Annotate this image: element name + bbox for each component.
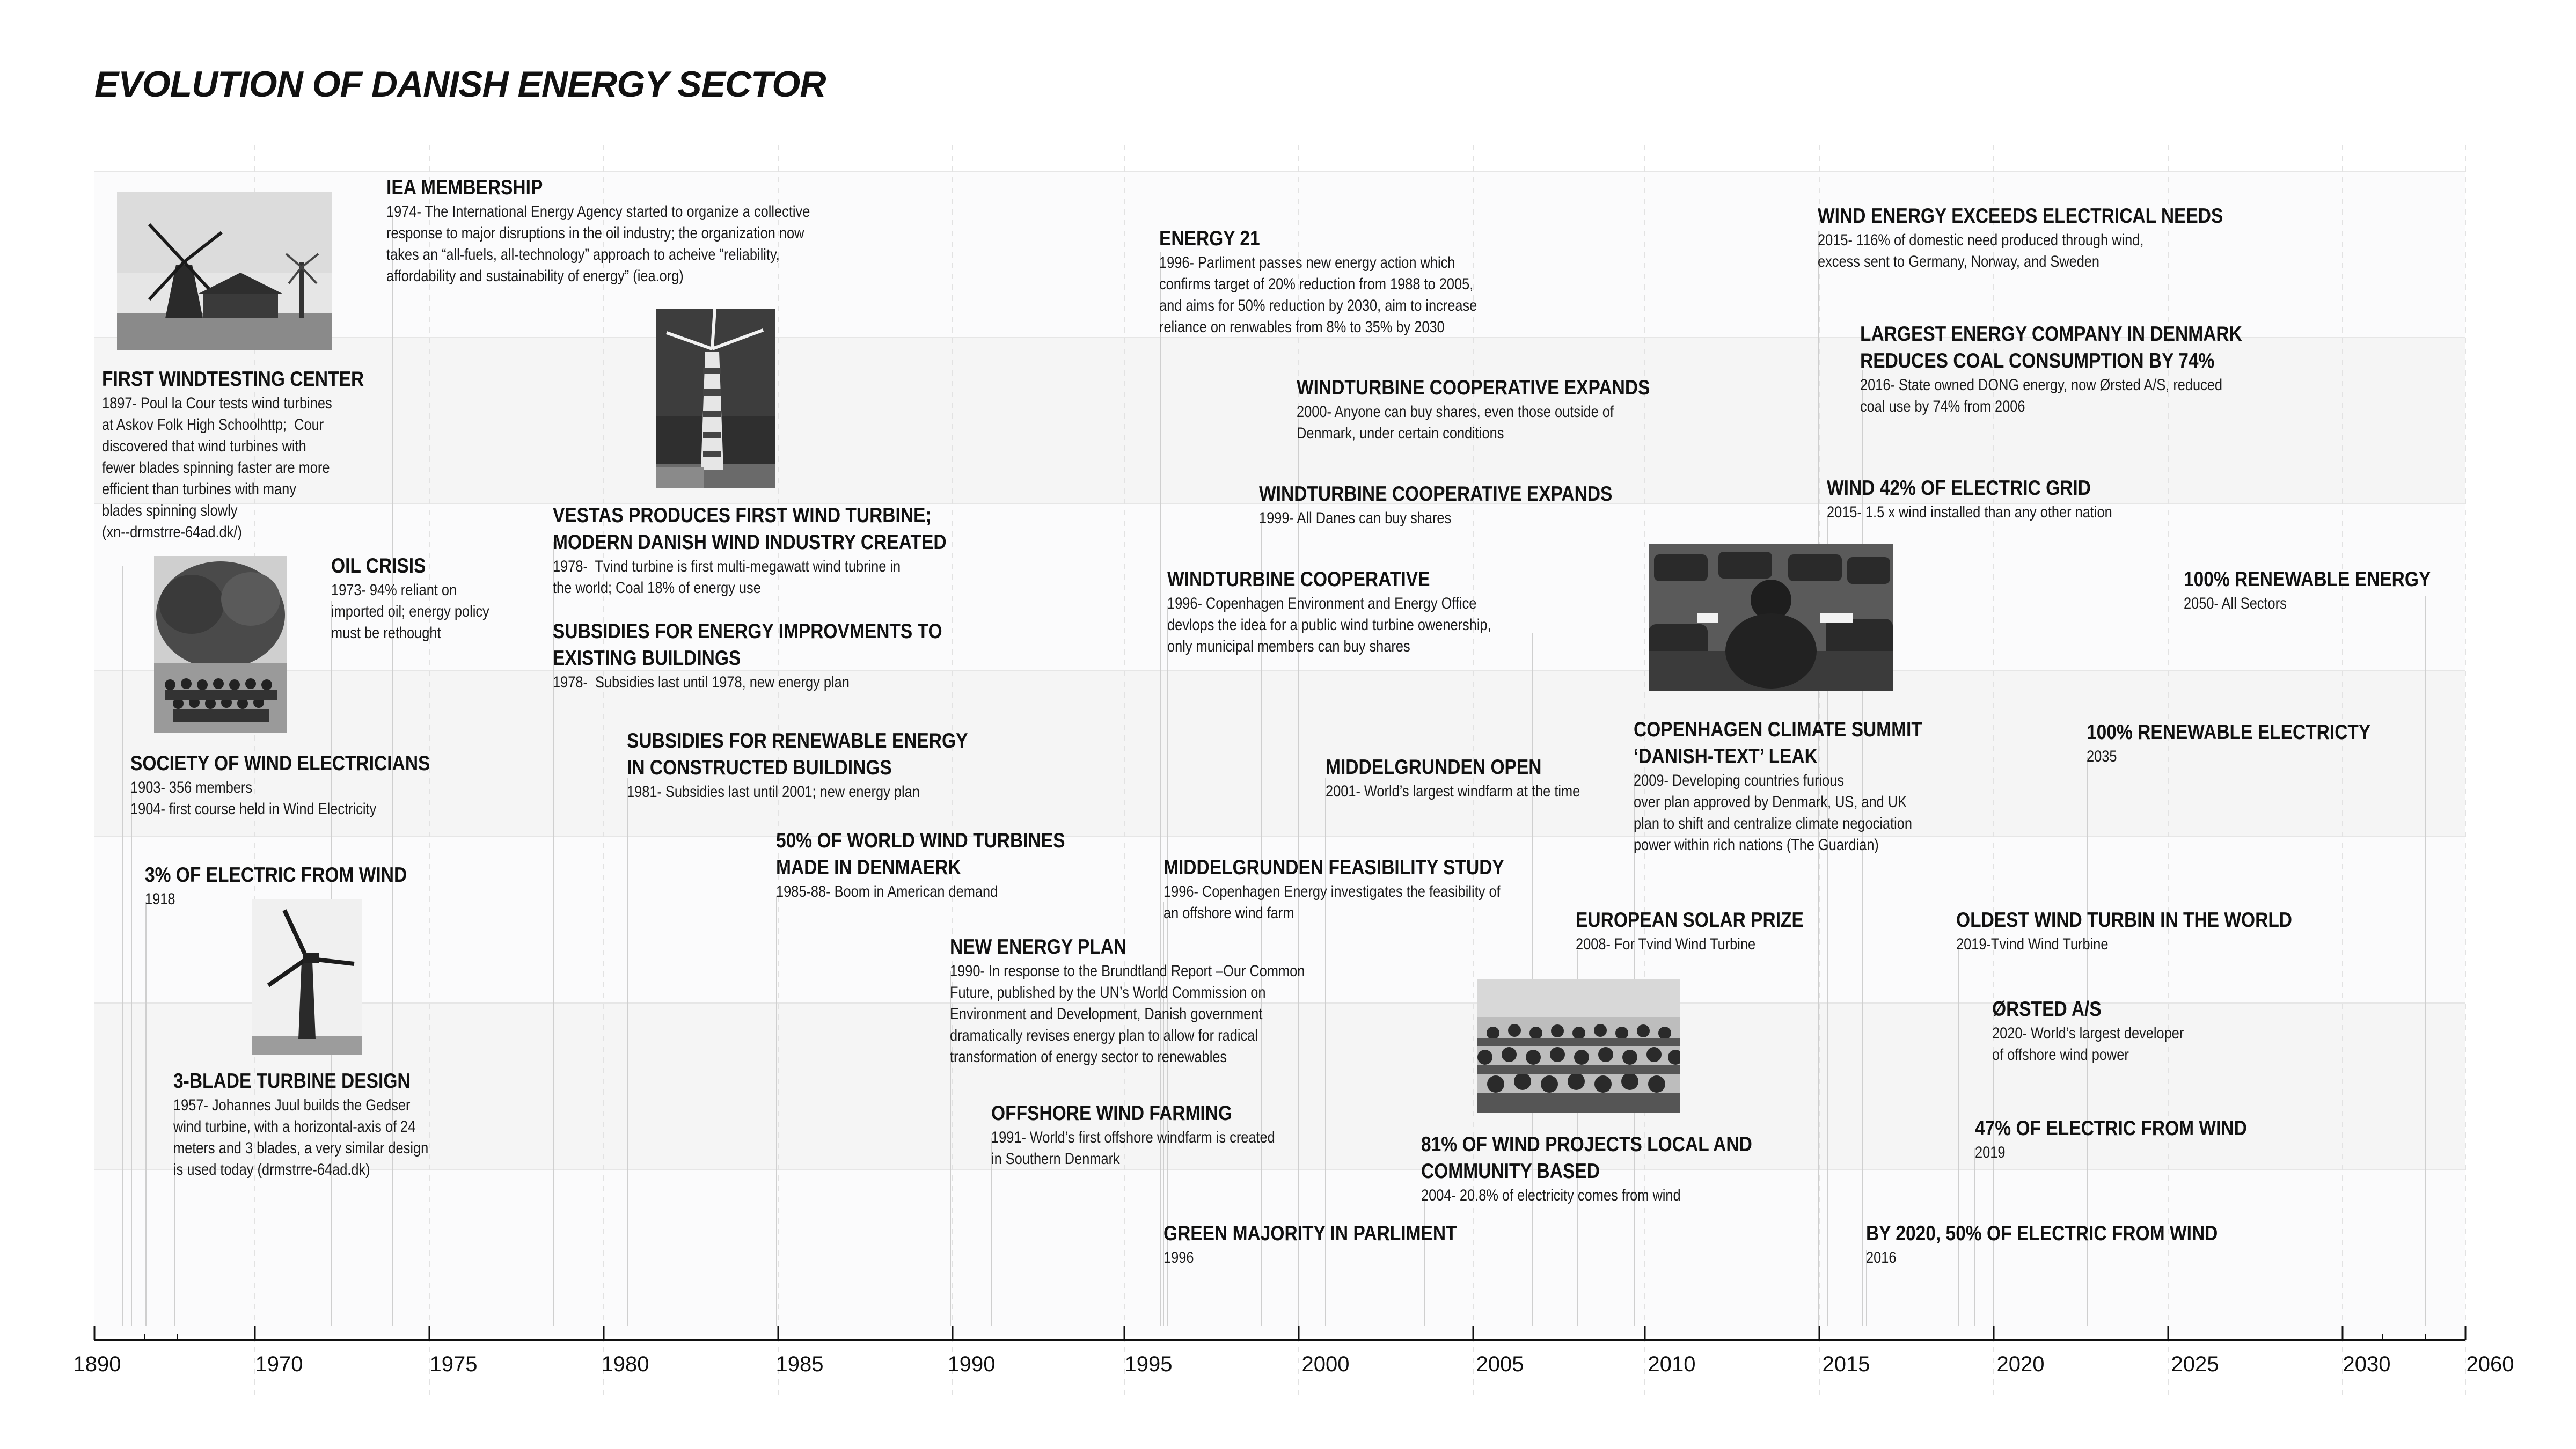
event-cooperative-expands-1999 xyxy=(1259,481,1670,529)
event-title: 50% OF WORLD WIND TURBINES MADE IN DENMAERK xyxy=(776,829,1065,879)
windmill-photo xyxy=(117,192,332,350)
event-title: COPENHAGEN CLIMATE SUMMIT ‘DANISH-TEXT’ LEAK xyxy=(1634,718,1922,768)
event-title: SUBSIDIES FOR RENEWABLE ENERGY IN CONSTRUCTED BUILDINGS xyxy=(627,729,968,779)
event-desc: 1978- Subsidies last until 1978, new energy plan xyxy=(553,674,850,691)
axis-label-2000: 2000 xyxy=(1301,1352,1350,1376)
event-title: 3% OF ELECTRIC FROM WIND xyxy=(145,863,407,887)
event-desc: 2009- Developing countries furious over plan approved by Denmark, US, and UK plan to shift and centralize climate negociation power within rich nations (The Guardian) xyxy=(1634,772,1912,854)
event-title: FIRST WINDTESTING CENTER xyxy=(102,368,364,391)
event-three-blade-turbine xyxy=(173,1068,470,1181)
event-title: 47% OF ELECTRIC FROM WIND xyxy=(1975,1117,2247,1140)
event-title: OFFSHORE WIND FARMING xyxy=(991,1102,1233,1125)
event-desc: 1897- Poul la Cour tests wind turbines at Askov Folk High Schoolhttp; Cour discovered that wind turbines with fewer blades spinning faster are more efficient than turbines with many blades spinning slowly (xn--drmstrre-64ad.dk/) xyxy=(102,394,332,541)
event-title: WINDTURBINE COOPERATIVE EXPANDS xyxy=(1297,376,1650,399)
event-title: ØRSTED A/S xyxy=(1992,998,2102,1021)
axis-label-2030: 2030 xyxy=(2343,1352,2391,1376)
event-desc: 2035 xyxy=(2087,748,2117,765)
event-title: SOCIETY OF WIND ELECTRICIANS xyxy=(130,752,430,775)
event-copenhagen-climate-summit xyxy=(1634,716,1969,856)
page-title: EVOLUTION OF DANISH ENERGY SECTOR xyxy=(94,64,826,105)
axis-label-1890: 1890 xyxy=(73,1352,121,1376)
event-desc: 2004- 20.8% of electricity comes from wind xyxy=(1421,1187,1681,1204)
event-desc: 1990- In response to the Brundtland Report –Our Common Future, published by the UN’s World Commission on Environment and Development, Danish government dramatically revises energy plan to allow for radical transformation of energy sector to renewables xyxy=(950,962,1305,1066)
event-desc: 2019-Tvind Wind Turbine xyxy=(1956,935,2109,953)
event-title: OLDEST WIND TURBIN IN THE WORLD xyxy=(1956,909,2293,932)
event-title: WINDTURBINE COOPERATIVE EXPANDS xyxy=(1259,482,1613,506)
event-first-windtesting-center xyxy=(102,366,407,543)
event-title: VESTAS PRODUCES FIRST WIND TURBINE; MODERN DANISH WIND INDUSTRY CREATED xyxy=(553,504,947,554)
event-title: EUROPEAN SOLAR PRIZE xyxy=(1576,909,1804,932)
event-title: OIL CRISIS xyxy=(331,554,426,577)
gedser-turbine-photo xyxy=(252,899,362,1055)
event-title: NEW ENERGY PLAN xyxy=(950,935,1127,958)
event-title: 3-BLADE TURBINE DESIGN xyxy=(173,1070,411,1093)
event-title: WINDTURBINE COOPERATIVE xyxy=(1167,568,1430,591)
event-wind-exceeds-needs xyxy=(1818,203,2289,273)
event-title: WIND 42% OF ELECTRIC GRID xyxy=(1827,477,2091,500)
event-energy-21 xyxy=(1159,225,1529,338)
event-desc: 1973- 94% reliant on imported oil; energy policy must be rethought xyxy=(331,581,489,642)
event-oldest-wind-turbine xyxy=(1956,907,2347,955)
event-new-energy-plan xyxy=(950,934,1363,1068)
event-desc: 2008- For Tvind Wind Turbine xyxy=(1576,935,1756,953)
event-oil-crisis xyxy=(331,553,515,644)
event-title: 100% RENEWABLE ELECTRICTY xyxy=(2087,721,2371,744)
event-fifty-percent-turbines xyxy=(776,828,1112,903)
axis-label-1995: 1995 xyxy=(1124,1352,1173,1376)
axis-label-1980: 1980 xyxy=(601,1352,649,1376)
axis-label-1985: 1985 xyxy=(775,1352,824,1376)
event-title: 100% RENEWABLE ENERGY xyxy=(2184,568,2431,591)
event-desc: 1996- Parliment passes new energy action which confirms target of 20% reduction from 1988 to 2005, and aims for 50% reduction by 2030, aim to increase reliance on renwables from 8% to 35% by 2030 xyxy=(1159,254,1477,336)
event-title: ENERGY 21 xyxy=(1159,227,1260,250)
event-desc: 2016 xyxy=(1866,1249,1897,1267)
event-wind-42-percent xyxy=(1827,475,2158,523)
event-desc: 1981- Subsidies last until 2001; new energy plan xyxy=(627,783,920,801)
event-title: WIND ENERGY EXCEEDS ELECTRICAL NEEDS xyxy=(1818,204,2223,228)
climate-summit-photo xyxy=(1649,544,1893,691)
axis-label-2020: 2020 xyxy=(1996,1352,2045,1376)
axis-label-1970: 1970 xyxy=(255,1352,303,1376)
vestas-turbine-photo xyxy=(656,309,775,488)
event-title: 81% OF WIND PROJECTS LOCAL AND COMMUNITY BASED xyxy=(1421,1133,1752,1183)
event-desc: 1996- Copenhagen Energy investigates the feasibility of an offshore wind farm xyxy=(1163,883,1501,922)
event-desc: 2015- 1.5 x wind installed than any other nation xyxy=(1827,503,2112,521)
axis-label-2010: 2010 xyxy=(1648,1352,1696,1376)
event-european-solar-prize xyxy=(1576,907,1841,955)
solar-prize-crowd-photo xyxy=(1477,979,1680,1113)
event-desc: 2050- All Sectors xyxy=(2184,595,2287,612)
event-cooperative-expands-2000 xyxy=(1297,375,1708,444)
event-largest-energy-company xyxy=(1860,321,2304,418)
event-iea-membership xyxy=(386,174,879,287)
event-desc: 1991- World’s first offshore windfarm is created in Southern Denmark xyxy=(991,1129,1275,1168)
event-title: MIDDELGRUNDEN FEASIBILITY STUDY xyxy=(1163,856,1504,879)
event-title: IEA MEMBERSHIP xyxy=(386,176,543,199)
axis-label-1975: 1975 xyxy=(429,1352,478,1376)
event-desc: 1918 xyxy=(145,890,175,908)
event-subsidies-renewable xyxy=(627,728,1023,803)
event-middelgrunden-open xyxy=(1326,754,1621,802)
event-three-percent-wind xyxy=(145,862,450,910)
event-desc: 2000- Anyone can buy shares, even those outside of Denmark, under certain conditions xyxy=(1297,403,1614,442)
event-title: MIDDELGRUNDEN OPEN xyxy=(1326,756,1542,779)
event-desc: 2015- 116% of domestic need produced through wind, excess sent to Germany, Norway, and Sweden xyxy=(1818,231,2144,270)
axis-label-2060: 2060 xyxy=(2466,1352,2514,1376)
event-desc: 1957- Johannes Juul builds the Gedser wind turbine, with a horizontal-axis of 24 meters and 3 blades, a very similar design is used today (drmstrre-64ad.dk) xyxy=(173,1096,429,1179)
event-desc: 1903- 356 members 1904- first course held in Wind Electricity xyxy=(130,779,377,818)
event-desc: 2019 xyxy=(1975,1144,2006,1161)
event-title: GREEN MAJORITY IN PARLIMENT xyxy=(1163,1222,1457,1245)
event-subsidies-existing-buildings xyxy=(553,618,1006,693)
event-desc: 2001- World’s largest windfarm at the time xyxy=(1326,782,1580,800)
event-forty-seven-percent xyxy=(1975,1115,2291,1163)
event-windturbine-cooperative xyxy=(1167,566,1544,657)
event-title: SUBSIDIES FOR ENERGY IMPROVMENTS TO EXISTING BUILDINGS xyxy=(553,620,942,670)
axis-label-2025: 2025 xyxy=(2171,1352,2219,1376)
event-renewable-electricity xyxy=(2087,719,2417,767)
event-desc: 1996 xyxy=(1163,1249,1194,1267)
axis-label-2005: 2005 xyxy=(1476,1352,1524,1376)
axis-label-2015: 2015 xyxy=(1822,1352,1870,1376)
event-desc: 1978- Tvind turbine is first multi-megawatt wind tubrine in the world; Coal 18% of energy use xyxy=(553,558,901,597)
event-title: LARGEST ENERGY COMPANY IN DENMARK REDUCES COAL CONSUMPTION BY 74% xyxy=(1860,323,2242,372)
event-middelgrunden-study xyxy=(1163,854,1560,924)
axis-label-1990: 1990 xyxy=(947,1352,996,1376)
event-society-of-wind-electricians xyxy=(130,750,479,820)
event-desc: 2016- State owned DONG energy, now Ørsted A/S, reduced coal use by 74% from 2006 xyxy=(1860,376,2223,415)
event-vestas-first-turbine xyxy=(553,502,1011,599)
event-desc: 2020- World’s largest developer of offshore wind power xyxy=(1992,1024,2184,1064)
event-local-wind-projects xyxy=(1421,1131,1806,1206)
event-green-majority xyxy=(1163,1220,1505,1269)
event-by-2020-fifty-percent xyxy=(1866,1220,2275,1269)
society-group-photo xyxy=(154,556,287,733)
event-desc: 1974- The International Energy Agency started to organize a collective response to major disruptions in the oil industry; the organization now takes an “all-fuels, all-technology” approach to acheive “reliability, affordability and sustainability of energy” (iea.org) xyxy=(386,203,810,285)
event-desc: 1985-88- Boom in American demand xyxy=(776,883,998,901)
event-renewable-energy xyxy=(2184,566,2471,614)
event-title: BY 2020, 50% OF ELECTRIC FROM WIND xyxy=(1866,1222,2218,1245)
event-offshore-wind-farming xyxy=(991,1100,1321,1170)
event-desc: 1996- Copenhagen Environment and Energy Office devlops the idea for a public wind turbine owenership, only municipal members can buy shares xyxy=(1167,595,1491,655)
event-orsted xyxy=(1992,996,2215,1066)
event-desc: 1999- All Danes can buy shares xyxy=(1259,509,1452,527)
